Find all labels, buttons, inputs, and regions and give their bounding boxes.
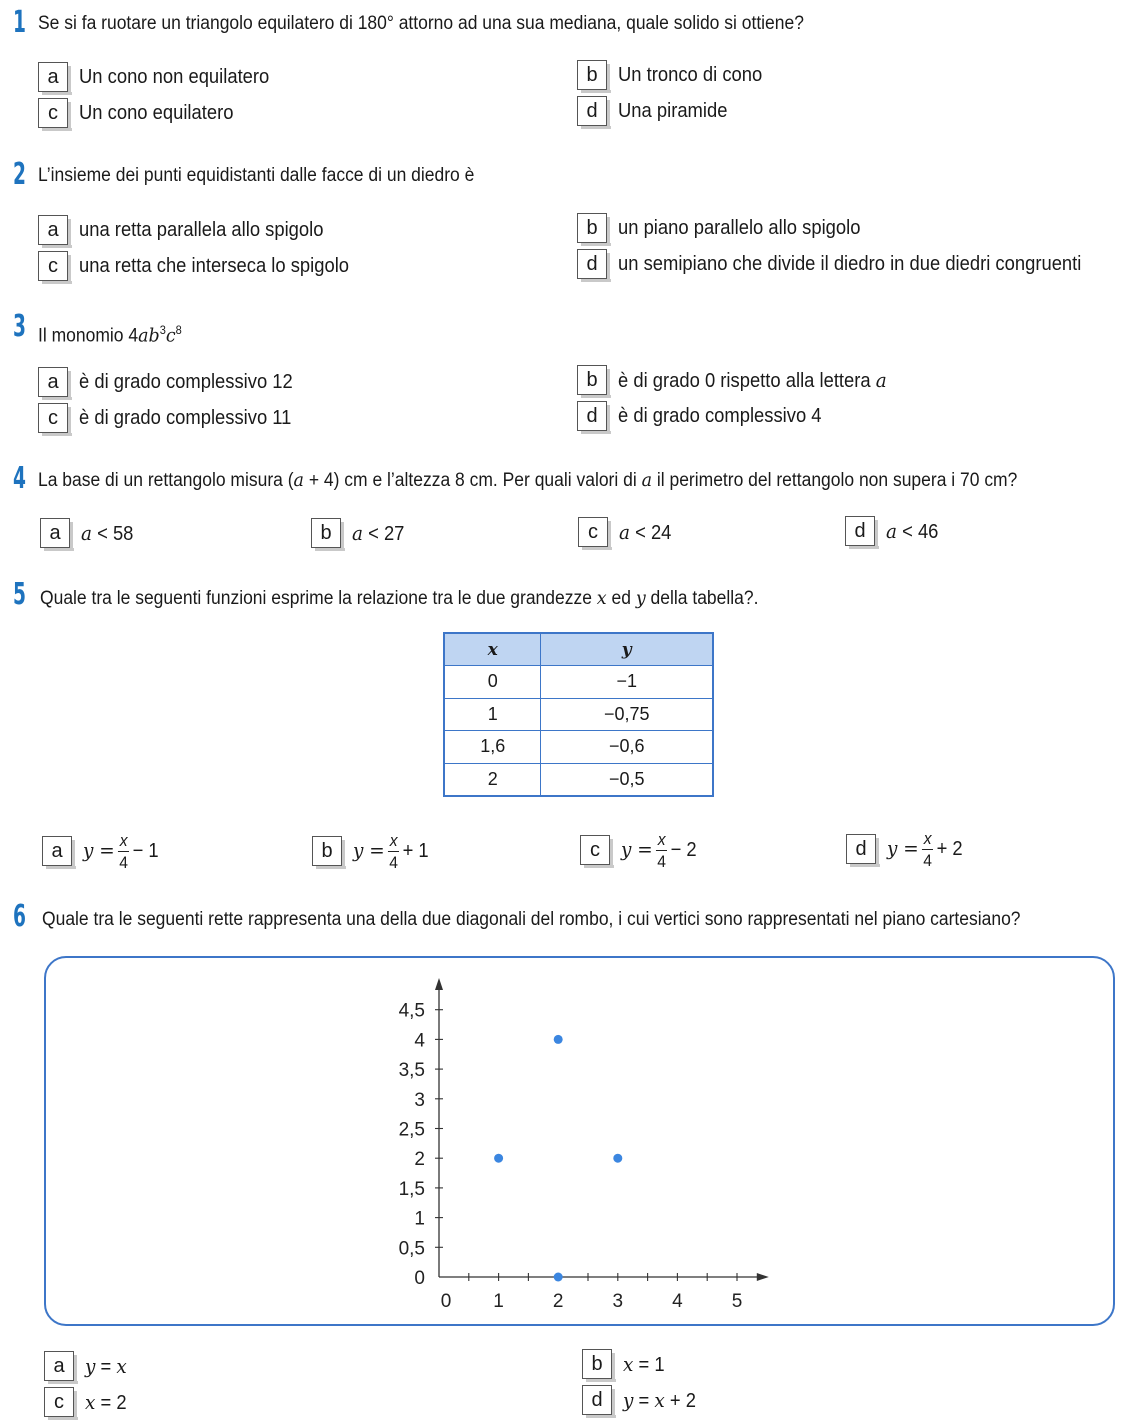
option-letter: c bbox=[578, 517, 608, 547]
option-letter: d bbox=[577, 249, 607, 279]
option-letter: a bbox=[38, 62, 68, 92]
option-text: y = $\frac{x}{4}$ + 1 bbox=[353, 830, 429, 872]
question-number-6: 6 bbox=[13, 899, 26, 934]
option-letter: d bbox=[577, 96, 607, 126]
y-tick-label: 3,5 bbox=[398, 1060, 425, 1082]
question-number-2: 2 bbox=[13, 157, 26, 192]
y-axis-arrow bbox=[435, 978, 443, 990]
y-tick-label: 3 bbox=[414, 1089, 425, 1111]
y-tick-label: 0 bbox=[414, 1268, 425, 1289]
question-number-1: 1 bbox=[13, 5, 26, 40]
question-number-4: 4 bbox=[13, 461, 26, 496]
option-letter: b bbox=[311, 518, 341, 548]
option-text: una retta parallela allo spigolo bbox=[79, 218, 324, 241]
option-text: Una piramide bbox=[618, 99, 728, 122]
table-cell: −0,5 bbox=[541, 763, 713, 796]
question-text-3: Il monomio $4ab^3c^8$ bbox=[38, 323, 182, 347]
option-text: un piano parallelo allo spigolo bbox=[618, 216, 861, 239]
option-text: una retta che interseca lo spigolo bbox=[79, 254, 350, 277]
table-cell: 2 bbox=[444, 763, 541, 796]
data-point bbox=[613, 1154, 622, 1163]
option-6a[interactable] bbox=[44, 1351, 130, 1381]
option-letter: c bbox=[38, 403, 68, 433]
question-text-5: Quale tra le seguenti funzioni esprime la relazione tra le due grandezze x ed y della tabella?. bbox=[40, 587, 759, 609]
option-letter: a bbox=[42, 836, 72, 866]
question-number-5: 5 bbox=[13, 577, 26, 612]
question-number-3: 3 bbox=[13, 309, 26, 344]
data-point bbox=[554, 1273, 563, 1282]
option-letter: b bbox=[582, 1349, 612, 1379]
y-tick-label: 4 bbox=[414, 1030, 425, 1052]
option-letter: d bbox=[845, 516, 875, 546]
option-text: un semipiano che divide il diedro in due diedri congruenti bbox=[618, 252, 1082, 275]
option-letter: b bbox=[577, 365, 607, 395]
x-axis-arrow bbox=[757, 1273, 769, 1281]
option-text: è di grado 0 rispetto alla lettera a bbox=[618, 367, 887, 392]
x-tick-label: 5 bbox=[731, 1291, 743, 1312]
y-tick-label: 2 bbox=[414, 1149, 425, 1171]
option-letter: c bbox=[38, 251, 68, 281]
option-text: a < 46 bbox=[886, 518, 939, 543]
option-text: è di grado complessivo 4 bbox=[618, 404, 822, 427]
x-tick-label: 4 bbox=[672, 1291, 683, 1312]
table-cell: −1 bbox=[541, 666, 713, 699]
option-text: Un cono non equilatero bbox=[79, 65, 270, 88]
option-text: a < 58 bbox=[81, 520, 134, 545]
option-letter: c bbox=[44, 1387, 74, 1417]
option-text: a < 27 bbox=[352, 520, 405, 545]
option-letter: d bbox=[582, 1385, 612, 1415]
option-letter: a bbox=[38, 215, 68, 245]
option-text: Un cono equilatero bbox=[79, 101, 234, 124]
y-tick-label: 1 bbox=[414, 1208, 425, 1230]
option-text: y = x bbox=[85, 1353, 127, 1378]
question-text-1: Se si fa ruotare un triangolo equilatero di 180° attorno ad una sua mediana, quale solido si ottiene? bbox=[38, 13, 804, 34]
table-cell: −0,75 bbox=[541, 698, 713, 731]
option-6b[interactable] bbox=[582, 1349, 668, 1379]
option-letter: c bbox=[38, 98, 68, 128]
option-text: è di grado complessivo 12 bbox=[79, 370, 293, 393]
x-tick-label: 3 bbox=[612, 1291, 624, 1312]
option-letter: c bbox=[580, 835, 610, 865]
x-tick-label: 1 bbox=[493, 1291, 504, 1312]
y-tick-label: 2,5 bbox=[398, 1119, 425, 1141]
table-cell: 0 bbox=[444, 666, 541, 699]
question-text-4: La base di un rettangolo misura (a + 4) cm e l’altezza 8 cm. Per quali valori di a il perimetro del rettangolo non supera i 70 cm? bbox=[38, 469, 1018, 491]
option-6d[interactable] bbox=[582, 1385, 702, 1415]
option-letter: d bbox=[577, 401, 607, 431]
option-text: y = x + 2 bbox=[623, 1387, 696, 1412]
option-text: Un tronco di cono bbox=[618, 63, 763, 86]
option-letter: a bbox=[38, 367, 68, 397]
table-header-y: y bbox=[541, 633, 713, 666]
data-point bbox=[494, 1154, 503, 1163]
option-text: y = $\frac{x}{4}$ − 1 bbox=[83, 830, 159, 872]
x-tick-label: 2 bbox=[552, 1291, 564, 1312]
question-text-2: L’insieme dei punti equidistanti dalle facce di un diedro è bbox=[38, 165, 475, 186]
x-tick-label: 0 bbox=[440, 1291, 452, 1312]
option-letter: b bbox=[577, 213, 607, 243]
y-tick-label: 4,5 bbox=[398, 1000, 425, 1022]
table-cell: 1 bbox=[444, 698, 541, 731]
option-6c[interactable] bbox=[44, 1387, 130, 1417]
option-text: è di grado complessivo 11 bbox=[79, 406, 292, 429]
option-letter: b bbox=[577, 60, 607, 90]
option-letter: a bbox=[40, 518, 70, 548]
option-text: y = $\frac{x}{4}$ − 2 bbox=[621, 829, 697, 871]
option-text: x = 1 bbox=[623, 1351, 665, 1376]
data-point bbox=[554, 1035, 563, 1044]
option-letter: d bbox=[846, 834, 876, 864]
question-text-6: Quale tra le seguenti rette rappresenta una della due diagonali del rombo, i cui vertici sono rappresentati nel piano cartesiano? bbox=[42, 909, 1021, 930]
option-letter: b bbox=[312, 836, 342, 866]
y-tick-label: 1,5 bbox=[398, 1178, 425, 1200]
table-header-x: x bbox=[444, 633, 541, 666]
table-cell: −0,6 bbox=[541, 731, 713, 764]
option-text: a < 24 bbox=[619, 519, 672, 544]
option-text: y = $\frac{x}{4}$ + 2 bbox=[887, 828, 963, 870]
table-cell: 1,6 bbox=[444, 731, 541, 764]
y-tick-label: 0,5 bbox=[398, 1238, 425, 1260]
option-letter: a bbox=[44, 1351, 74, 1381]
option-text: x = 2 bbox=[85, 1389, 127, 1414]
